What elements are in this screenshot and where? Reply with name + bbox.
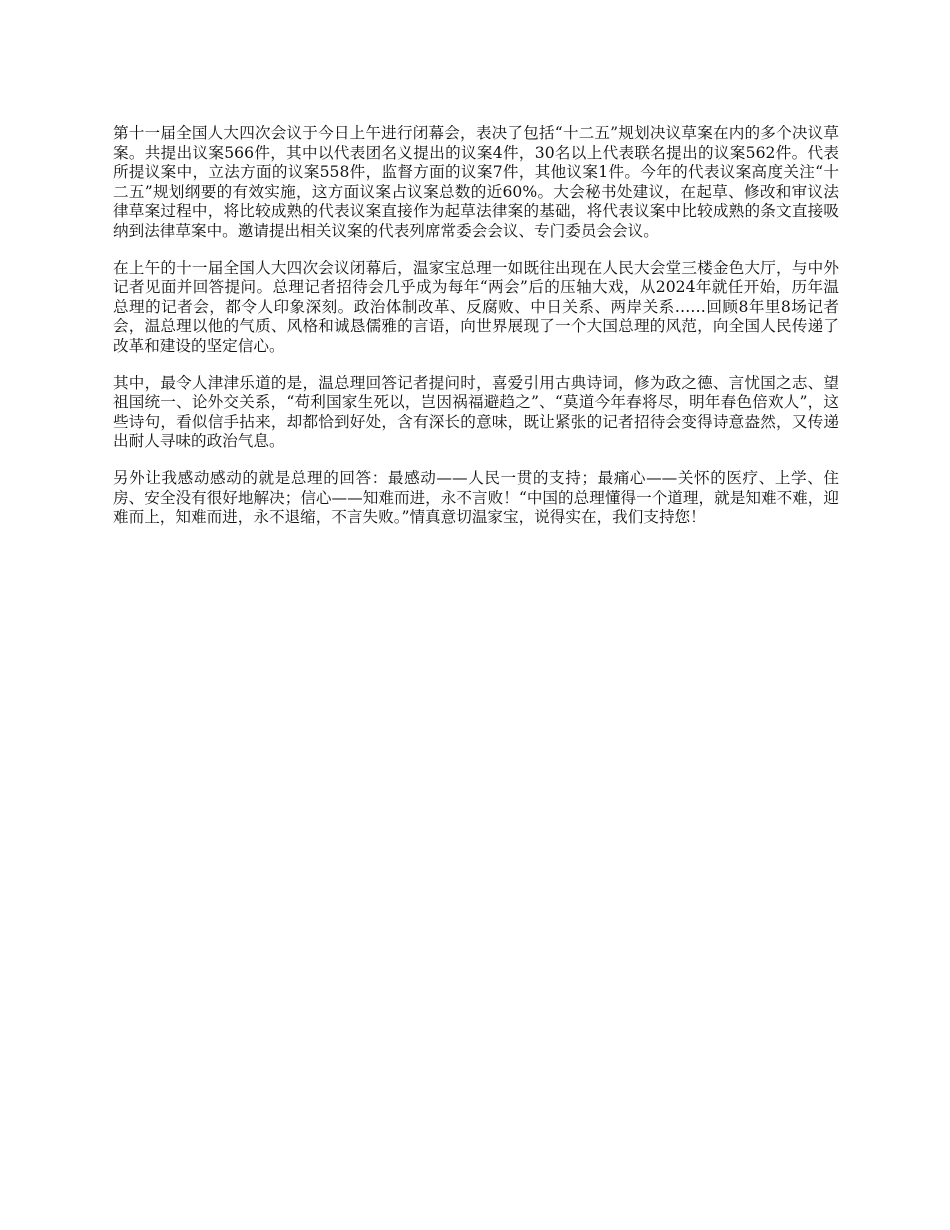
paragraph-1: 第十一届全国人大四次会议于今日上午进行闭幕会，表决了包括“十二五”规划决议草案在内的多个决议草案。共提出议案566件，其中以代表团名义提出的议案4件，30名以上代表联名提出的议案562件。代表所提议案中，立法方面的议案558件，监督方面的议案7件，其他议案1件。今年的代表议案高度关注“十二五”规划纲要的有效实施，这方面议案占议案总数的近60%。大会秘书处建议，在起草、修改和审议法律草案过程中，将比较成熟的代表议案直接作为起草法律案的基础，将代表议案中比较成熟的条文直接吸纳到法律草案中。邀请提出相关议案的代表列席常委会会议、专门委员会会议。 [113, 124, 839, 240]
paragraph-3: 其中，最令人津津乐道的是，温总理回答记者提问时，喜爱引用古典诗词，修为政之德、言忧国之志、望祖国统一、论外交关系，“苟利国家生死以，岂因祸福避趋之”、“莫道今年春将尽，明年春色倍欢人”，这些诗句，看似信手拈来，却都恰到好处，含有深长的意味，既让紧张的记者招待会变得诗意盎然，又传递出耐人寻味的政治气息。 [113, 373, 839, 451]
document-body [113, 124, 839, 545]
paragraph-4: 另外让我感动感动的就是总理的回答：最感动——人民一贯的支持；最痛心——关怀的医疗、上学、住房、安全没有很好地解决；信心——知难而进，永不言败！“中国的总理懂得一个道理，就是知难不难，迎难而上，知难而进，永不退缩，不言失败。”情真意切温家宝，说得实在，我们支持您！ [113, 468, 839, 527]
paragraph-2: 在上午的十一届全国人大四次会议闭幕后，温家宝总理一如既往出现在人民大会堂三楼金色大厅，与中外记者见面并回答提问。总理记者招待会几乎成为每年“两会”后的压轴大戏，从2024年就任开始，历年温总理的记者会，都令人印象深刻。政治体制改革、反腐败、中日关系、两岸关系……回顾8年里8场记者会，温总理以他的气质、风格和诚恳儒雅的言语，向世界展现了一个大国总理的风范，向全国人民传递了改革和建设的坚定信心。 [113, 258, 839, 355]
